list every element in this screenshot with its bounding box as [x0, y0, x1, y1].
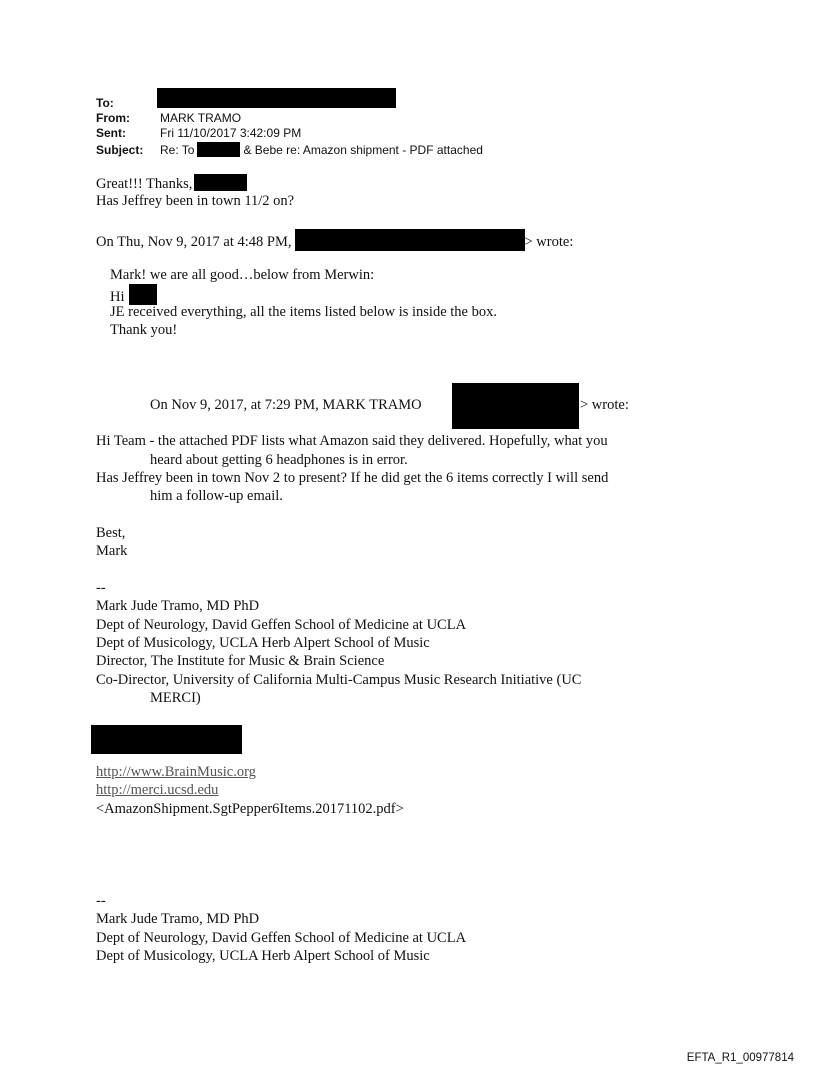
quote2-intro-suffix: > wrote:	[580, 397, 629, 413]
merci-link[interactable]: http://merci.ucsd.edu	[96, 782, 219, 798]
redaction-to	[157, 88, 396, 108]
quote2-p1-line-1: Hi Team - the attached PDF lists what Amazon said they delivered. Hopefully, what you	[96, 433, 608, 449]
to-label: To:	[96, 96, 114, 110]
redaction-signature-contact	[91, 725, 242, 754]
quote1-line-2: Hi	[110, 284, 157, 306]
sig1-line-4: Director, The Institute for Music & Brain Science	[96, 653, 385, 669]
reply-line-2: Has Jeffrey been in town 11/2 on?	[96, 193, 295, 209]
sig1-line-2: Dept of Neurology, David Geffen School of Medicine at UCLA	[96, 617, 467, 633]
sig1-line-3: Dept of Musicology, UCLA Herb Alpert School of Music	[96, 635, 430, 651]
quote2-p2-line-1: Has Jeffrey been in town Nov 2 to present? If he did get the 6 items correctly I will send	[96, 470, 609, 486]
redaction-sender-email	[295, 229, 525, 251]
sent-label: Sent:	[96, 126, 126, 140]
from-value: MARK TRAMO	[160, 111, 242, 125]
sig2-line-3: Dept of Musicology, UCLA Herb Alpert School of Music	[96, 948, 430, 964]
redaction-thanks-name	[194, 174, 247, 191]
quote1-intro: On Thu, Nov 9, 2017 at 4:48 PM, > wrote:	[96, 229, 573, 251]
redaction-subject	[197, 142, 240, 157]
from-label: From:	[96, 111, 130, 125]
quote1-line-1: Mark! we are all good…below from Merwin:	[110, 267, 375, 283]
sig2-dashes: --	[96, 893, 106, 909]
sig2-line-2: Dept of Neurology, David Geffen School of Medicine at UCLA	[96, 930, 467, 946]
to-row	[96, 96, 160, 110]
redaction-tramo-email	[452, 383, 579, 429]
sig1-line-6: MERCI)	[150, 690, 201, 706]
brainmusic-link[interactable]: http://www.BrainMusic.org	[96, 764, 256, 780]
subject-prefix: Re: To	[160, 143, 195, 157]
closing-best: Best,	[96, 525, 126, 541]
sent-row	[96, 126, 301, 140]
quote2-p1-line-2: heard about getting 6 headphones is in error.	[150, 452, 408, 468]
quote1-line-4: Thank you!	[110, 322, 178, 338]
quote1-line-3: JE received everything, all the items listed below is inside the box.	[110, 304, 497, 320]
quote2-intro: On Nov 9, 2017, at 7:29 PM, MARK TRAMO	[150, 397, 422, 413]
sig1-line-5: Co-Director, University of California Multi-Campus Music Research Initiative (UC	[96, 672, 582, 688]
subject-row	[96, 142, 483, 157]
sig1-dashes: --	[96, 580, 106, 596]
quote2-p2-line-2: him a follow-up email.	[150, 488, 283, 504]
document-id: EFTA_R1_00977814	[686, 1052, 794, 1064]
redaction-hi-name	[129, 284, 157, 305]
sent-value: Fri 11/10/2017 3:42:09 PM	[160, 126, 302, 140]
subject-rest: & Bebe re: Amazon shipment - PDF attached	[243, 143, 483, 157]
sig2-line-1: Mark Jude Tramo, MD PhD	[96, 911, 260, 927]
reply-line-1: Great!!! Thanks,	[96, 174, 247, 193]
sig1-line-1: Mark Jude Tramo, MD PhD	[96, 598, 260, 614]
from-row	[96, 111, 241, 125]
attachment-name[interactable]: <AmazonShipment.SgtPepper6Items.20171102.pdf>	[96, 801, 404, 817]
closing-name: Mark	[96, 543, 128, 559]
subject-label: Subject:	[96, 143, 144, 157]
